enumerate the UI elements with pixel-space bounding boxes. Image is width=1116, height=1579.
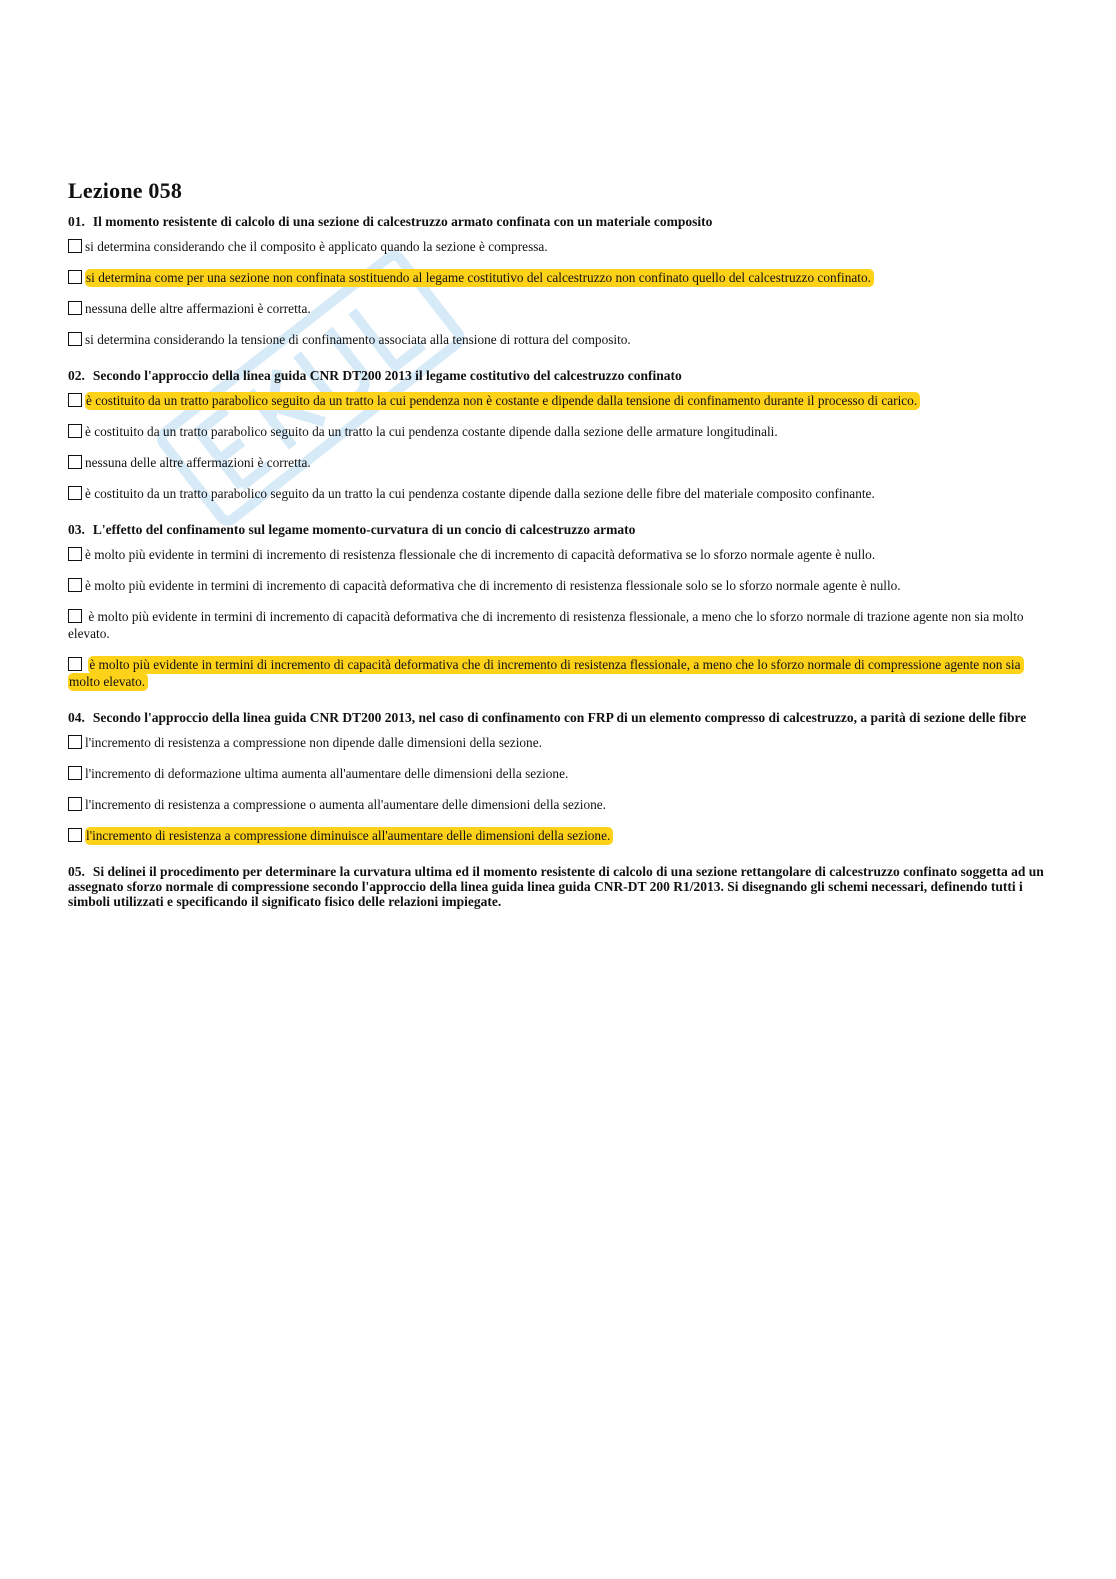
answer-text-highlighted: l'incremento di resistenza a compressione diminuisce all'aumentare delle dimensioni della sezione.: [85, 827, 613, 845]
checkbox[interactable]: [68, 270, 82, 284]
answer-option-highlighted[interactable]: [68, 827, 1048, 844]
checkbox[interactable]: [68, 547, 82, 561]
answer-option[interactable]: [68, 796, 1048, 813]
question-04-heading: [68, 710, 1048, 725]
question-text: Il momento resistente di calcolo di una sezione di calcestruzzo armato confinata con un materiale composito: [92, 214, 713, 229]
checkbox[interactable]: [68, 609, 82, 623]
answer-option[interactable]: [68, 608, 1048, 642]
answer-option-highlighted[interactable]: [68, 392, 1048, 409]
checkbox[interactable]: [68, 239, 82, 253]
answer-option[interactable]: [68, 546, 1048, 563]
checkbox[interactable]: [68, 393, 82, 407]
answer-text: si determina considerando che il composito è applicato quando la sezione è compressa.: [85, 239, 548, 254]
question-number: 01.: [68, 214, 85, 229]
question-01-heading: [68, 214, 1048, 229]
checkbox[interactable]: [68, 578, 82, 592]
question-number: 03.: [68, 522, 85, 537]
question-03: [68, 522, 1048, 690]
question-04: [68, 710, 1048, 844]
answer-option[interactable]: [68, 577, 1048, 594]
answer-text: è costituito da un tratto parabolico seguito da un tratto la cui pendenza costante dipende dalla sezione delle fibre del materiale composito confinante.: [85, 486, 875, 501]
answer-text: l'incremento di deformazione ultima aumenta all'aumentare delle dimensioni della sezione.: [85, 766, 569, 781]
checkbox[interactable]: [68, 455, 82, 469]
answer-text: l'incremento di resistenza a compressione non dipende dalle dimensioni della sezione.: [85, 735, 542, 750]
question-text: Si delinei il procedimento per determinare la curvatura ultima ed il momento resistente di calcolo di una sezione rettangolare di calcestruzzo confinato soggetta ad un assegnato sforzo normale di compressione secondo l'approccio della linea guida linea guida CNR-DT 200 R1/2013. Si disegnando gli schemi necessari, definendo tutti i simboli utilizzati e specificando il significato fisico delle relazioni impiegate.: [68, 864, 1044, 909]
question-number: 04.: [68, 710, 85, 725]
question-03-heading: [68, 522, 1048, 537]
answer-text-highlighted: si determina come per una sezione non confinata sostituendo al legame costitutivo del calcestruzzo non confinato quello del calcestruzzo confinato.: [85, 269, 874, 287]
answer-option[interactable]: [68, 485, 1048, 502]
checkbox[interactable]: [68, 766, 82, 780]
checkbox[interactable]: [68, 332, 82, 346]
checkbox[interactable]: [68, 301, 82, 315]
answer-text-highlighted: è costituito da un tratto parabolico seguito da un tratto la cui pendenza non è costante e dipende dalla tensione di confinamento durante il processo di carico.: [85, 392, 920, 410]
checkbox[interactable]: [68, 486, 82, 500]
answer-option[interactable]: [68, 734, 1048, 751]
answer-option[interactable]: [68, 331, 1048, 348]
answer-option[interactable]: [68, 300, 1048, 317]
answer-text: è costituito da un tratto parabolico seguito da un tratto la cui pendenza costante dipende dalla sezione delle armature longitudinali.: [85, 424, 778, 439]
checkbox[interactable]: [68, 657, 82, 671]
question-02-heading: [68, 368, 1048, 383]
checkbox[interactable]: [68, 735, 82, 749]
answer-option[interactable]: [68, 454, 1048, 471]
answer-option[interactable]: [68, 423, 1048, 440]
page-title: Lezione 058: [68, 178, 183, 203]
answer-option[interactable]: [68, 238, 1048, 255]
question-text: Secondo l'approccio della linea guida CNR DT200 2013, nel caso di confinamento con FRP di un elemento compresso di calcestruzzo, a parità di sezione delle fibre: [92, 710, 1027, 725]
answer-text: nessuna delle altre affermazioni è corretta.: [85, 455, 311, 470]
question-02: [68, 368, 1048, 502]
checkbox[interactable]: [68, 797, 82, 811]
answer-text: l'incremento di resistenza a compressione o aumenta all'aumentare delle dimensioni della sezione.: [85, 797, 606, 812]
question-05-heading: [68, 864, 1048, 909]
answer-text-highlighted: è molto più evidente in termini di incremento di capacità deformativa che di incremento di resistenza flessionale, a meno che lo sforzo normale di compressione agente non sia molto elevato.: [68, 656, 1024, 691]
answer-text: nessuna delle altre affermazioni è corretta.: [85, 301, 311, 316]
answer-text: è molto più evidente in termini di incremento di capacità deformativa che di incremento di resistenza flessionale, a meno che lo sforzo normale di trazione agente non sia molto elevato.: [68, 609, 1024, 641]
answer-text: è molto più evidente in termini di incremento di resistenza flessionale che di incremento di capacità deformativa se lo sforzo normale agente è nullo.: [85, 547, 876, 562]
checkbox[interactable]: [68, 424, 82, 438]
answer-option-highlighted[interactable]: [68, 656, 1048, 690]
question-text: L'effetto del confinamento sul legame momento-curvatura di un concio di calcestruzzo armato: [92, 522, 636, 537]
checkbox[interactable]: [68, 828, 82, 842]
answer-text: si determina considerando la tensione di confinamento associata alla tensione di rottura del composito.: [85, 332, 631, 347]
question-number: 02.: [68, 368, 85, 383]
document-page: [68, 178, 1048, 929]
question-text: Secondo l'approccio della linea guida CNR DT200 2013 il legame costitutivo del calcestruzzo confinato: [92, 368, 682, 383]
answer-option-highlighted[interactable]: [68, 269, 1048, 286]
question-01: [68, 214, 1048, 348]
answer-text: è molto più evidente in termini di incremento di capacità deformativa che di incremento di resistenza flessionale solo se lo sforzo normale agente è nullo.: [85, 578, 901, 593]
answer-option[interactable]: [68, 765, 1048, 782]
question-05: [68, 864, 1048, 909]
question-number: 05.: [68, 864, 85, 879]
